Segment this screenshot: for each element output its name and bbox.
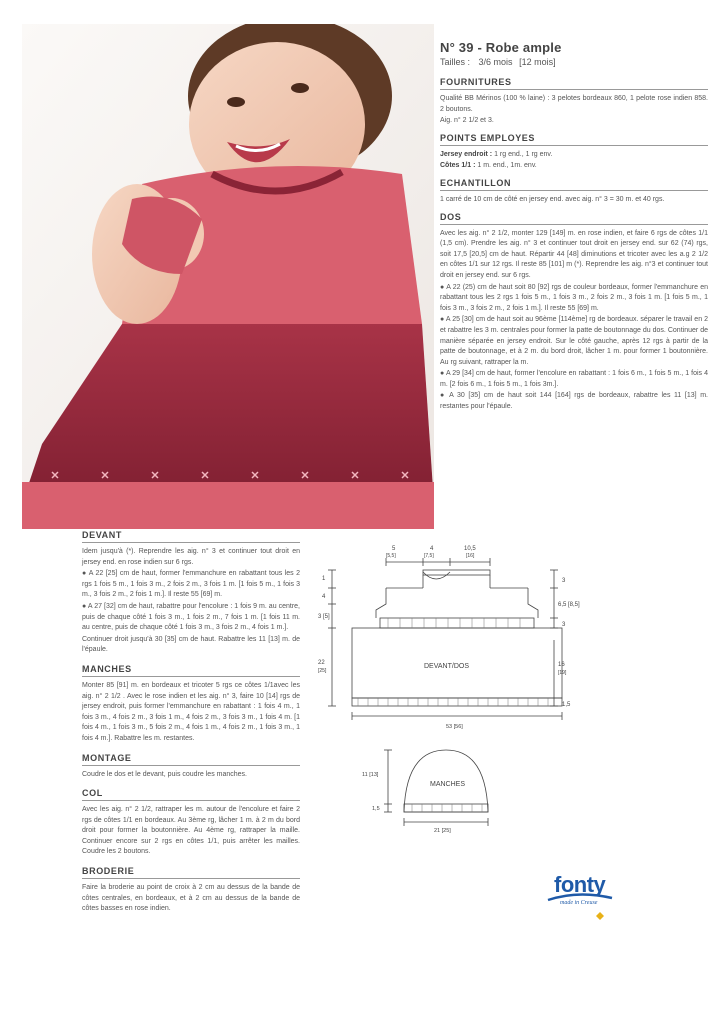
dim-left-b: 4 (322, 594, 326, 600)
sizes-value: 3/6 mois (478, 57, 513, 67)
echantillon-line: 1 carré de 10 cm de côté en jersey end. avec aig. n° 3 = 30 m. et 40 rgs. (440, 195, 665, 203)
points-heading: POINTS EMPLOYES (440, 133, 708, 146)
logo-tagline: made in Creuse (560, 900, 598, 906)
montage-line: Coudre le dos et le devant, puis coudre les manches. (82, 770, 247, 778)
pattern-title: N° 39 - Robe ample (440, 40, 562, 55)
logo-name: fonty (554, 872, 606, 897)
dos-line: ● A 29 [34] cm de haut, former l'encolure en rabattant : 1 fois 6 m., 1 fois 5 m., 1 fois 4 m. [2 fois 6 m., 1 fois 5 m., 1 fois 3m.]. (440, 370, 708, 388)
dos-line: ● A 30 [35] cm de haut soit 144 [164] rgs de bordeaux, rabattre les 11 [13] m. restantes pour l'épaule. (440, 392, 708, 411)
dim-right-a: 3 (562, 578, 566, 584)
dim-right-c: 3 (562, 622, 566, 628)
dim-right-d: 16 (558, 662, 565, 668)
dim-left-c: 3 [5] (318, 614, 330, 620)
manches-line: Monter 85 [91] m. en bordeaux et tricoter 5 rgs ce côtes 1/1avec les aig. n° 2 1/2 . Avec le rose indien et les aig. n° 3, faire 10 [14] rgs de jersey endroit, puis former l'emmanchure en rabattant : 1 fois 4 m., 1 fois 3 m., 4 fois 2 m., 3 fois 1 m., 4 fois 2 m., 3 fois 3 m., 1 fois 4 m. [1 fois 4 m., 1 fois 3 m., 5 fois 2 m., 4 fois 1 m., 4 fois 2 m., 1 fois 3 m., 1 fois 4 m.]. Rabattre les m. restantes. (82, 681, 300, 742)
devant-line: Continuer droit jusqu'à 30 [35] cm de haut. Rabattre les 11 [13] m. de l'épaule. (82, 635, 300, 654)
sizes-label: Tailles : (440, 57, 471, 67)
baby-photo (22, 24, 434, 529)
fournitures-text (440, 94, 708, 127)
devant-text (82, 547, 300, 656)
devant-line: ● A 22 [25] cm de haut, former l'emmanchure en rabattant tous les 2 rgs 1 fois 5 m., 1 fois 3 m., 2 fois 2 m., 3 fois 1 m. [1 fois 5 m., 1 fois 3 m., 3 fois 2 m., 2 fois 1 m.]. Il reste 55 [69] m. (82, 570, 300, 599)
manches-text (82, 681, 300, 745)
broderie-line: Faire la broderie au point de croix à 2 cm au dessus de la bande de côtes centrales, en bordeaux, et à 2 cm au dessus de la bande de côtes basses en rose indien. (82, 884, 300, 913)
dim-left-d: 22 (318, 660, 325, 666)
echantillon-text (440, 195, 708, 206)
montage-heading: MONTAGE (82, 753, 300, 766)
dim-top-3: 10,5 (464, 546, 476, 552)
dim-right-e: 1,5 (562, 702, 571, 708)
fournitures-heading: FOURNITURES (440, 77, 708, 90)
dos-line: ● A 22 (25) cm de haut soit 80 [92] rgs de couleur bordeaux, former l'emmanchure en rabattant tous les 2 rgs 1 fois 5 m., 1 fois 3 m., 2 fois 2 m., 3 fois 1 m. [1 fois 5 m., 1 fois 3 m., 3 fois 2 m., 2 fois 1 m.]. Il reste 55 [69] m. (440, 283, 708, 312)
sleeve-width-label: 21 [25] (434, 828, 451, 834)
devant-line: Idem jusqu'à (*). Reprendre les aig. n° 3 et continuer tout droit en jersey end. en rose indien sur 6 rgs. (82, 548, 300, 566)
points-line (440, 161, 708, 172)
fournitures-line: Qualité BB Mérinos (100 % laine) : 3 pelotes bordeaux 860, 1 pelote rose indien 858. 2 boutons. (440, 95, 708, 113)
devant-heading: DEVANT (82, 530, 300, 543)
points-label: Jersey endroit : (440, 150, 493, 158)
devant-line: ● A 27 [32] cm de haut, rabattre pour l'encolure : 1 fois 9 m. au centre, puis de chaque côté 1 fois 3 m., 1 fois 2 m., 7 fois 1 m. [1 fois 11 m. au centre, puis de chaque côté 1 fois 3 m., 3 fois 2 m., 4 fois 1 m.]. (82, 602, 300, 632)
left-column (82, 530, 300, 916)
points-label: Côtes 1/1 : (440, 162, 476, 170)
schematic-diagram (318, 540, 588, 840)
dos-line: Avec les aig. n° 2 1/2, monter 129 [149] m. en rose indien, et faire 6 rgs de côtes 1/1 (1,5 cm). Prendre les aig. n° 3 et continuer tout droit en jersey end. sur 62 (74) rgs, soit 17,5 [20,5] cm de haut. Répartir 44 [48] diminutions et tricoter avec les a.g 2 1/2 en côtes 1/1 sur 12 rgs. Il reste 85 [101] m (*). Reprendre les aig. n°3 et continuer tout droit en jersey end. sur 6 rgs. (440, 229, 708, 279)
manches-heading: MANCHES (82, 664, 300, 677)
points-text (440, 150, 708, 172)
dim-top-2-alt: [7,5] (424, 553, 434, 559)
sizes-line (440, 57, 708, 67)
points-line (440, 150, 708, 161)
dim-top-1: 5 (392, 546, 396, 552)
right-column (440, 40, 708, 414)
broderie-text (82, 883, 300, 915)
col-heading: COL (82, 788, 300, 801)
sleeve-label: MANCHES (430, 781, 466, 788)
dim-right-d-alt: [19] (558, 670, 567, 676)
dim-top-2: 4 (430, 546, 434, 552)
dos-line: ● A 25 [30] cm de haut soit au 96ème [114ème] rg de bordeaux. séparer le travail en 2 et rabattre les 3 m. centrales pour former la patte de boutonnage du dos. Continuer de manière séparée en jersey endroit. Sur le côté gauche, après 12 rgs à partir de la patte de boutonnage, et à 2 m. du bord droit, lâcher 1 m. pour former 1 boutonnière. Au rg suivant, rattraper la m. (440, 316, 708, 366)
fournitures-line: Aig. n° 2 1/2 et 3. (440, 117, 494, 125)
dos-text (440, 229, 708, 413)
col-text (82, 805, 300, 858)
sleeve-rib-label: 1,5 (372, 806, 380, 812)
montage-text (82, 770, 300, 781)
points-desc: 1 m. end., 1m. env. (475, 162, 537, 170)
broderie-heading: BRODERIE (82, 866, 300, 879)
width-label: 53 [56] (446, 724, 463, 730)
dos-heading: DOS (440, 212, 708, 225)
points-desc: 1 rg end., 1 rg env. (492, 150, 553, 158)
fonty-logo (538, 868, 618, 932)
sizes-alt: [12 mois] (519, 57, 556, 67)
dim-top-3-alt: [16] (466, 553, 475, 559)
body-label: DEVANT/DOS (424, 663, 469, 670)
echantillon-heading: ECHANTILLON (440, 178, 708, 191)
dim-top-1-alt: [5,5] (386, 553, 396, 559)
dim-left-a: 1 (322, 576, 326, 582)
dim-right-b: 6,5 [8,5] (558, 602, 580, 608)
sleeve-height-label: 11 [13] (362, 772, 379, 778)
col-line: Avec les aig. n° 2 1/2, rattraper les m. autour de l'encolure et faire 2 rgs de côtes 1/1 en bordeaux. Au 3ème rg, lâcher 1 m. à 2 m du bord droit pour former la boutonnière. Au 4ème rg, rattraper la maille. Continuer encore sur 2 rgs en côtes 1/1, puis arrêter les mailles. Coudre les 2 boutons. (82, 806, 300, 856)
dim-left-d-alt: [25] (318, 668, 327, 674)
